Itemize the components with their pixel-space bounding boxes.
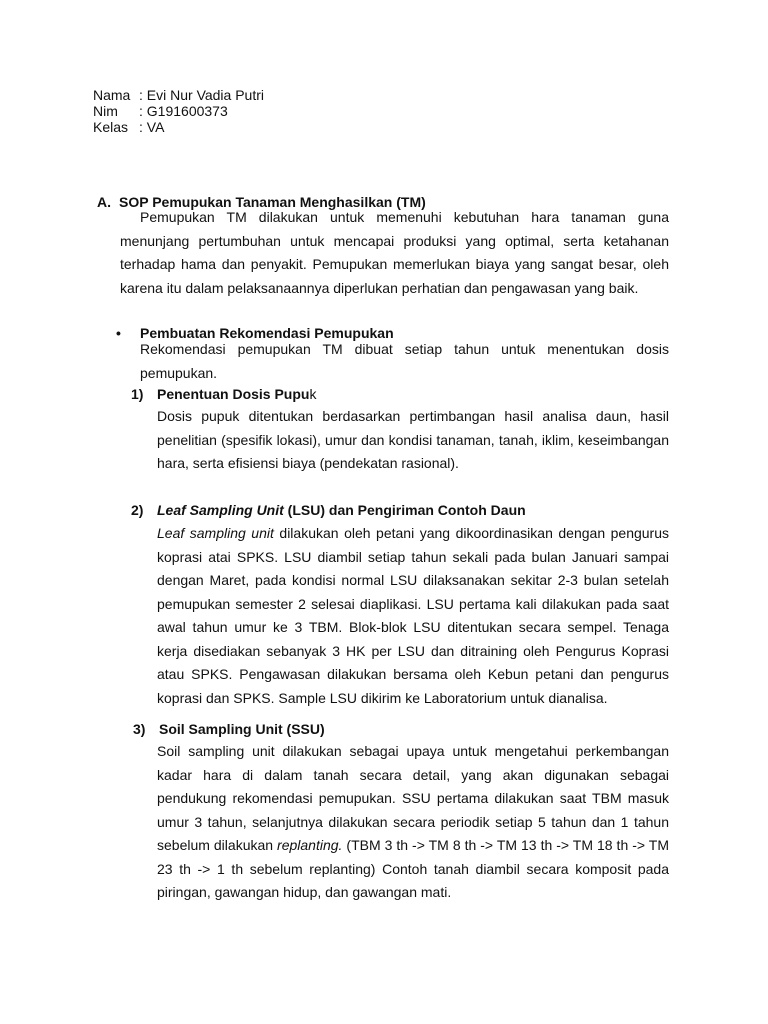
item-2-title-rest: (LSU) dan Pengiriman Contoh Daun: [283, 502, 526, 518]
bullet-icon: •: [116, 325, 121, 341]
item-3-heading: [133, 721, 325, 737]
bullet-paragraph: Rekomendasi pemupukan TM dibuat setiap tahun untuk menentukan dosis pemupukan.: [140, 341, 669, 381]
identity-row-kelas: [93, 119, 264, 135]
item-3-paragraph-italic: replanting.: [277, 837, 343, 853]
item-1-paragraph: Dosis pupuk ditentukan berdasarkan pertimbangan hasil analisa daun, hasil penelitian (spesifik lokasi), umur dan kondisi tanaman, tanah, iklim, keseimbangan hara, serta efisiensi biaya (pendekatan rasional).: [157, 408, 669, 471]
item-2-title-italic: Leaf Sampling Unit: [157, 502, 284, 518]
identity-block: [93, 87, 264, 135]
item-3-number: 3): [133, 721, 146, 737]
nama-value: : Evi Nur Vadia Putri: [139, 87, 265, 103]
item-2-heading: [131, 502, 526, 518]
item-1-title-main: Penentuan Dosis Pupu: [157, 386, 310, 402]
kelas-label: Kelas: [93, 119, 129, 135]
item-2-paragraph-text: dilakukan oleh petani yang dikoordinasikan dengan pengurus koprasi atai SPKS. LSU diambil setiap tahun sekali pada bulan Januari sampai dengan Maret, pada kondisi normal LSU dilaksanakan sekitar 2-3 bulan setelah pemupukan semester 2 selesai diaplikasi. LSU pertama kali dilakukan pada saat awal tahun umur ke 3 TBM. Blok-blok LSU ditentukan secara sempel. Tenaga kerja disediakan sebanyak 3 HK per LSU dan ditraining oleh Pengurus Koprasi atau SPKS. Pengawasan dilakukan bersama oleh Kebun petani dan pengurus koprasi dan SPKS. Sample LSU dikirim ke Laboratorium untuk dianalisa.: [157, 525, 669, 706]
kelas-value: : VA: [139, 119, 165, 135]
identity-row-nim: [93, 103, 264, 119]
item-1-title-tail: k: [309, 386, 317, 402]
nim-label: Nim: [93, 103, 118, 119]
section-a-title: SOP Pemupukan Tanaman Menghasilkan (TM): [119, 194, 426, 210]
bullet-title: Pembuatan Rekomendasi Pemupukan: [140, 325, 394, 341]
item-2-number: 2): [131, 502, 144, 518]
item-1-title: [157, 386, 316, 402]
item-1-number: 1): [131, 386, 144, 402]
nim-value: : G191600373: [139, 103, 228, 119]
item-3-paragraph-end: (TBM 3 th -> TM 8 th -> TM 13 th -> TM 18 th -> TM 23 th -> 1 th sebelum replanting) Contoh tanah diambil secara komposit pada piringan, gawangan hidup, dan gawangan mati.: [157, 837, 669, 900]
section-a-paragraph: Pemupukan TM dilakukan untuk memenuhi kebutuhan hara tanaman guna menunjang pertumbuhan untuk mencapai produksi yang optimal, serta ketahanan terhadap hama dan penyakit. Pemupukan memerlukan biaya yang sangat besar, oleh karena itu dalam pelaksanaannya diperlukan perhatian dan pengawasan yang baik.: [120, 209, 669, 296]
item-3-paragraph: [157, 740, 669, 905]
item-2-title: [157, 502, 526, 518]
nama-label: Nama: [93, 87, 131, 103]
item-2-paragraph-italic: Leaf sampling unit: [157, 525, 274, 541]
section-a-letter: A.: [97, 194, 111, 210]
item-3-paragraph-start: Soil sampling unit dilakukan sebagai upaya untuk mengetahui perkembangan kadar hara di dalam tanah secara detail, yang akan digunakan sebagai pendukung rekomendasi pemupukan. SSU pertama dilakukan saat TBM masuk umur 3 tahun, selanjutnya dilakukan secara periodik setiap 5 tahun dan 1 tahun sebelum dilakukan: [157, 743, 669, 853]
item-2-paragraph: [157, 522, 669, 710]
identity-row-nama: [93, 87, 264, 103]
item-3-title: Soil Sampling Unit (SSU): [159, 721, 325, 737]
item-1-heading: [131, 386, 316, 402]
